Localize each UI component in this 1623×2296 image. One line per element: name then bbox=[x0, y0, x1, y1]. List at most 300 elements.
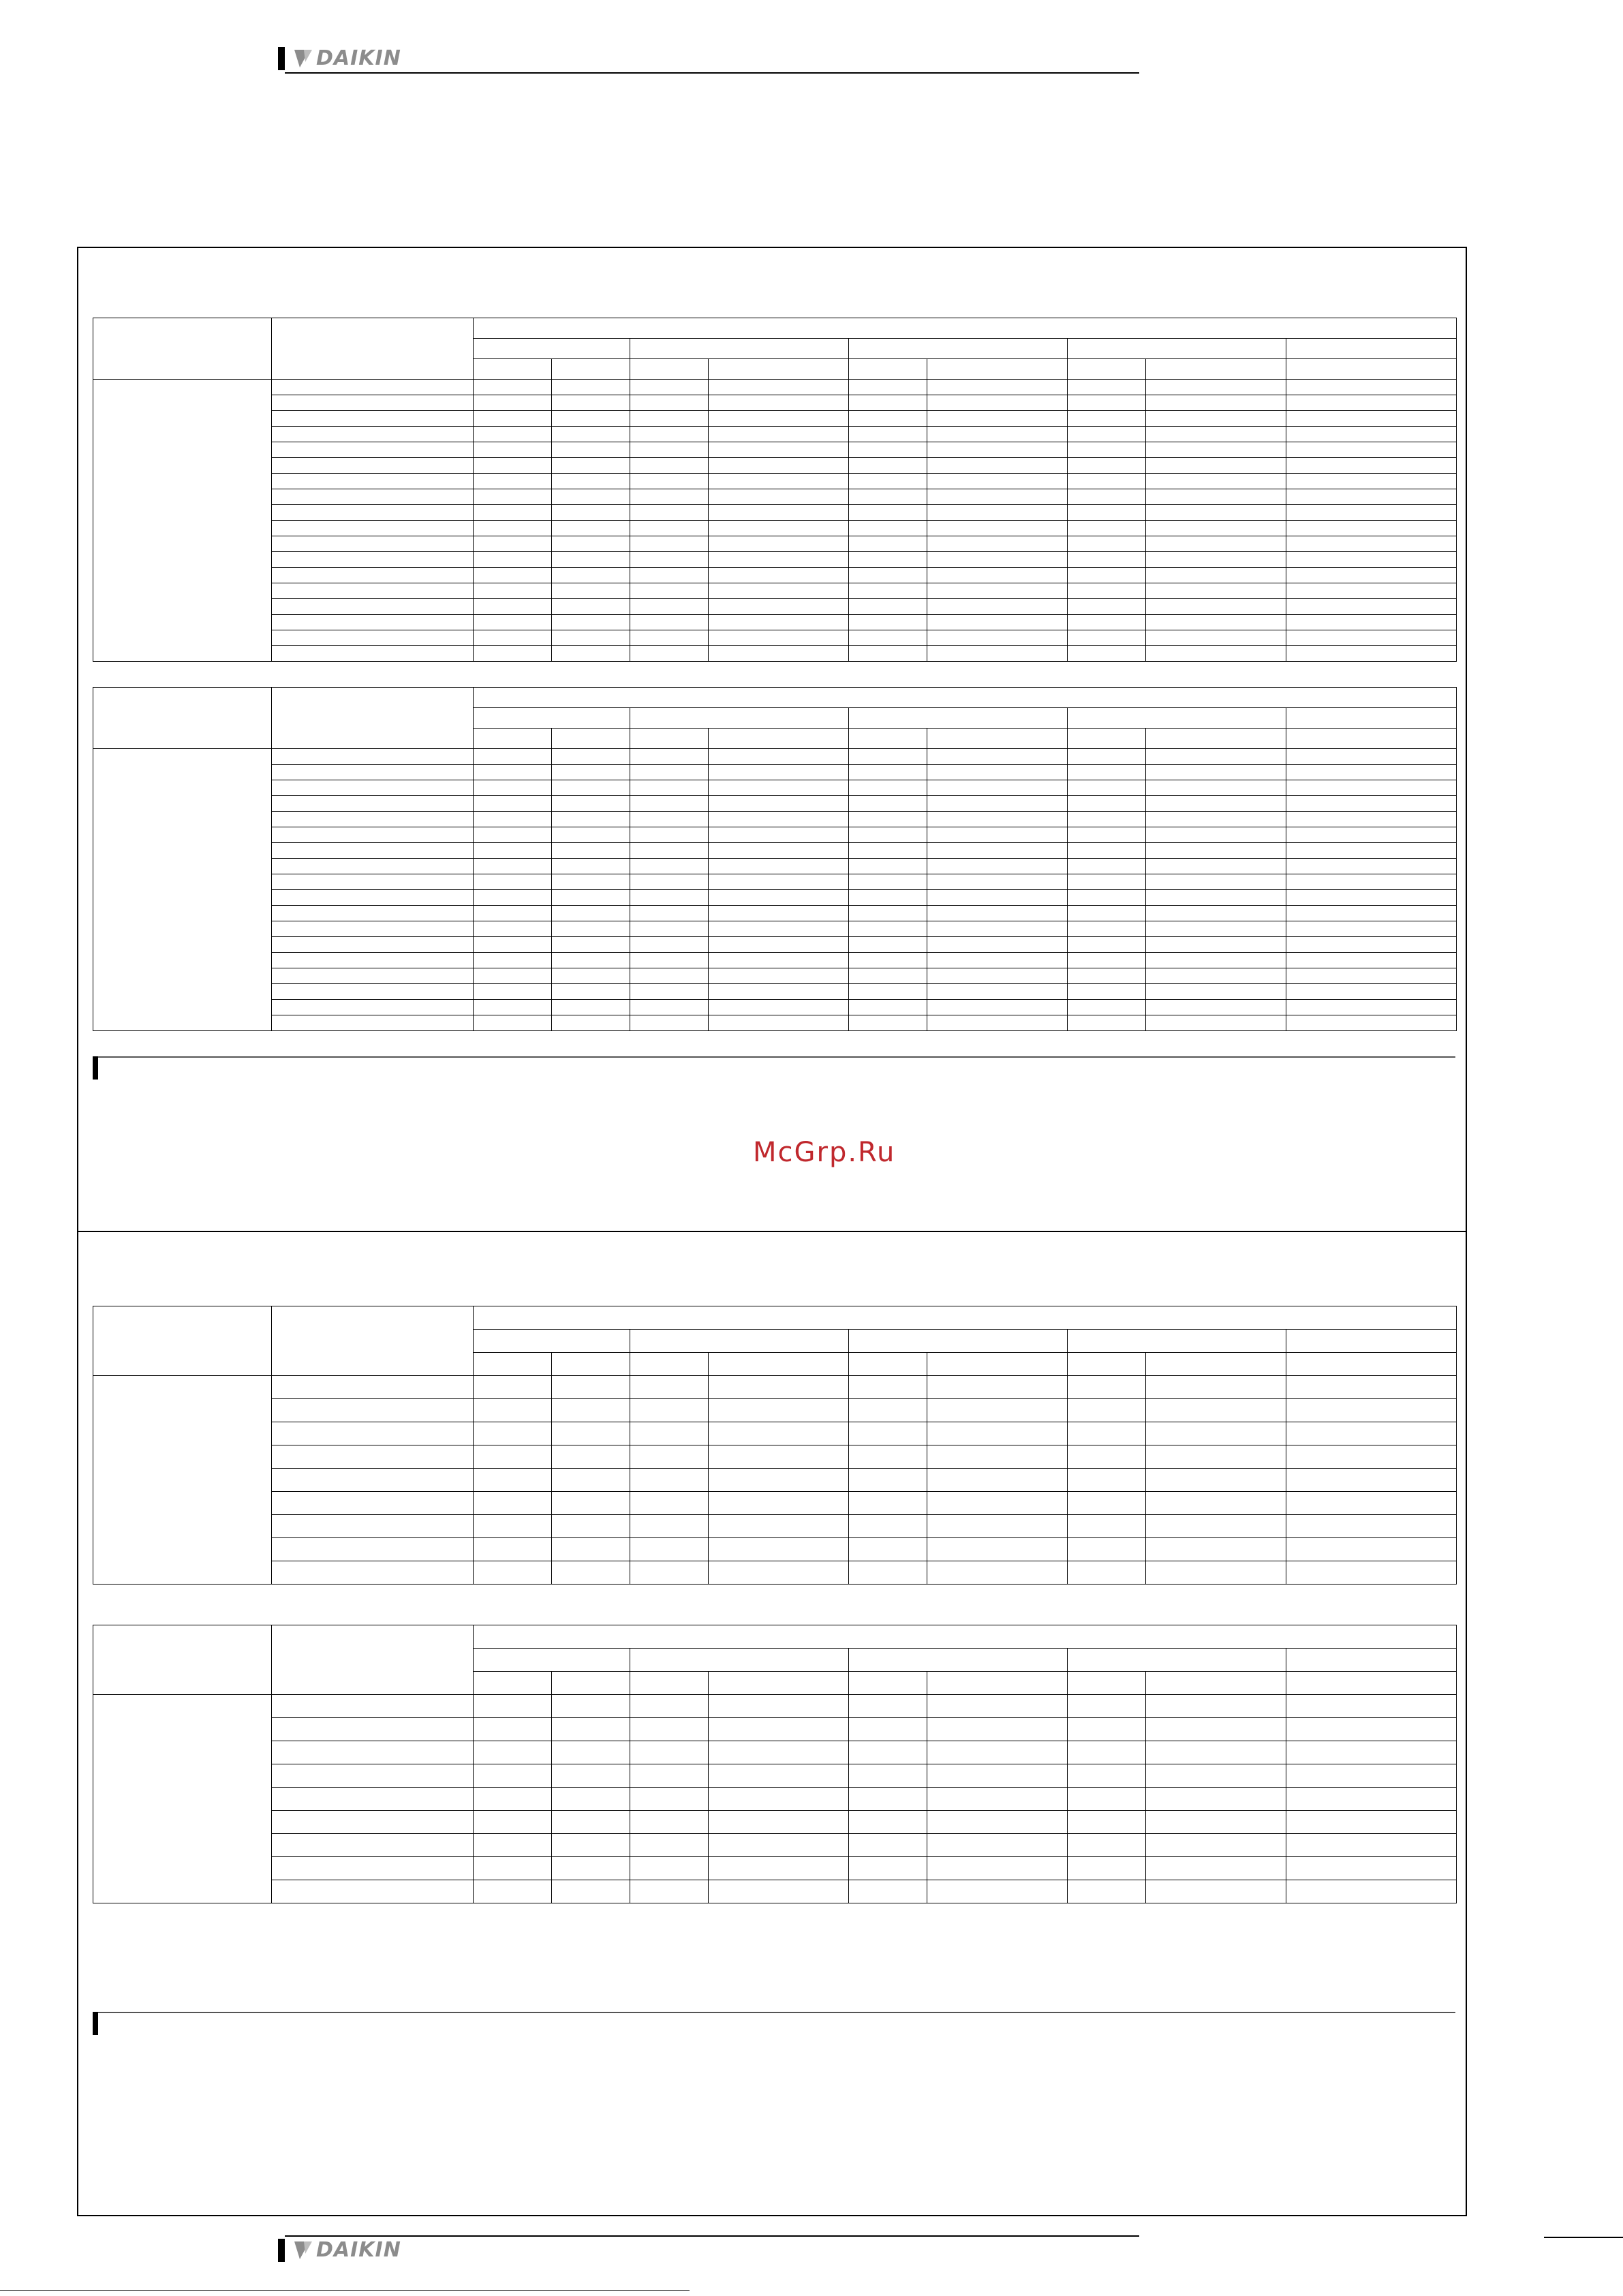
table-cell bbox=[1068, 536, 1146, 552]
table-cell bbox=[630, 630, 709, 646]
table-cell bbox=[709, 1857, 849, 1880]
table-cell bbox=[927, 630, 1068, 646]
table-cell bbox=[1286, 827, 1457, 843]
page-number-rule bbox=[1544, 2237, 1623, 2238]
table-cell bbox=[927, 1492, 1068, 1515]
table-cell bbox=[1146, 411, 1286, 427]
table-cell bbox=[1286, 380, 1457, 395]
table-cell bbox=[630, 1764, 709, 1788]
table-cell bbox=[709, 984, 849, 1000]
table-cell bbox=[474, 1538, 552, 1561]
table-cell bbox=[552, 968, 630, 984]
header-cell bbox=[1286, 1672, 1457, 1695]
table-cell bbox=[1286, 1834, 1457, 1857]
table-cell bbox=[474, 921, 552, 937]
grid-table bbox=[93, 1306, 1457, 1585]
table-cell bbox=[474, 552, 552, 568]
table-cell bbox=[927, 1000, 1068, 1015]
header-rule bbox=[285, 72, 1139, 74]
table-cell bbox=[630, 583, 709, 599]
table-cell bbox=[272, 1880, 474, 1903]
table-cell bbox=[1068, 458, 1146, 474]
row-group-cell bbox=[93, 380, 272, 662]
table-cell bbox=[552, 615, 630, 630]
grid-table bbox=[93, 687, 1457, 1031]
table-cell bbox=[1146, 395, 1286, 411]
table-cell bbox=[709, 380, 849, 395]
table-cell bbox=[709, 937, 849, 953]
table-cell bbox=[1286, 1000, 1457, 1015]
table-cell bbox=[272, 1422, 474, 1445]
table-cell bbox=[474, 583, 552, 599]
table-cell bbox=[849, 583, 927, 599]
table-cell bbox=[1068, 1811, 1146, 1834]
table-cell bbox=[552, 1764, 630, 1788]
table-cell bbox=[474, 630, 552, 646]
table-cell bbox=[630, 1538, 709, 1561]
header-cell bbox=[1146, 1672, 1286, 1695]
table-cell bbox=[1146, 968, 1286, 984]
table-cell bbox=[1068, 1515, 1146, 1538]
header-cell bbox=[927, 1353, 1068, 1376]
table-cell bbox=[1146, 765, 1286, 780]
table-row bbox=[93, 953, 1457, 968]
table-cell bbox=[1068, 1718, 1146, 1741]
table-cell bbox=[474, 474, 552, 489]
table-cell bbox=[552, 921, 630, 937]
table-cell bbox=[709, 1000, 849, 1015]
table-row bbox=[93, 552, 1457, 568]
table-4 bbox=[93, 1625, 1457, 1903]
table-cell bbox=[1068, 1764, 1146, 1788]
header-cell bbox=[849, 359, 927, 380]
table-cell bbox=[927, 843, 1068, 859]
table-cell bbox=[849, 1422, 927, 1445]
table-cell bbox=[552, 646, 630, 662]
table-cell bbox=[1068, 1561, 1146, 1585]
table-cell bbox=[1146, 843, 1286, 859]
table-row bbox=[93, 1445, 1457, 1469]
table-cell bbox=[927, 1811, 1068, 1834]
table-cell bbox=[1068, 1445, 1146, 1469]
table-cell bbox=[552, 630, 630, 646]
table-cell bbox=[849, 953, 927, 968]
table-cell bbox=[272, 583, 474, 599]
header-cell bbox=[1068, 1353, 1146, 1376]
header-cell bbox=[1068, 1672, 1146, 1695]
table-cell bbox=[272, 474, 474, 489]
table-cell bbox=[552, 1492, 630, 1515]
table-row bbox=[93, 1811, 1457, 1834]
table-cell bbox=[849, 411, 927, 427]
table-cell bbox=[849, 1015, 927, 1031]
table-row bbox=[93, 380, 1457, 395]
table-cell bbox=[474, 458, 552, 474]
table-cell bbox=[1286, 1515, 1457, 1538]
header-cell bbox=[709, 359, 849, 380]
table-cell bbox=[1146, 984, 1286, 1000]
table-cell bbox=[849, 796, 927, 812]
table-cell bbox=[849, 521, 927, 536]
table-cell bbox=[474, 968, 552, 984]
table-cell bbox=[1146, 780, 1286, 796]
table-cell bbox=[849, 1834, 927, 1857]
table-cell bbox=[552, 1376, 630, 1399]
table-row bbox=[93, 474, 1457, 489]
table-cell bbox=[272, 874, 474, 890]
table-cell bbox=[709, 968, 849, 984]
table-row bbox=[93, 765, 1457, 780]
table-cell bbox=[1068, 749, 1146, 765]
table-cell bbox=[709, 843, 849, 859]
table-cell bbox=[709, 552, 849, 568]
table-cell bbox=[272, 859, 474, 874]
table-cell bbox=[630, 796, 709, 812]
table-cell bbox=[1286, 489, 1457, 505]
table-cell bbox=[927, 1515, 1068, 1538]
table-cell bbox=[1286, 1015, 1457, 1031]
table-cell bbox=[1068, 1469, 1146, 1492]
table-cell bbox=[1068, 984, 1146, 1000]
table-row bbox=[93, 568, 1457, 583]
header-row bbox=[93, 1306, 1457, 1330]
table-cell bbox=[630, 395, 709, 411]
table-cell bbox=[1286, 890, 1457, 906]
table-cell bbox=[272, 749, 474, 765]
table-cell bbox=[552, 765, 630, 780]
table-cell bbox=[1146, 1857, 1286, 1880]
table-cell bbox=[709, 827, 849, 843]
table-cell bbox=[552, 1015, 630, 1031]
table-cell bbox=[474, 1000, 552, 1015]
table-cell bbox=[709, 646, 849, 662]
table-cell bbox=[1068, 489, 1146, 505]
table-cell bbox=[552, 1811, 630, 1834]
header-cell bbox=[474, 1649, 630, 1672]
section-rule-1 bbox=[93, 1056, 1455, 1058]
header-cell bbox=[1068, 339, 1286, 359]
table-cell bbox=[1286, 1538, 1457, 1561]
table-cell bbox=[552, 474, 630, 489]
table-cell bbox=[1146, 953, 1286, 968]
table-cell bbox=[552, 906, 630, 921]
table-cell bbox=[630, 615, 709, 630]
table-cell bbox=[1286, 1857, 1457, 1880]
table-cell bbox=[1146, 474, 1286, 489]
table-cell bbox=[630, 1718, 709, 1741]
header-cell bbox=[630, 339, 849, 359]
table-cell bbox=[849, 890, 927, 906]
table-cell bbox=[474, 1376, 552, 1399]
table-cell bbox=[849, 906, 927, 921]
table-cell bbox=[630, 380, 709, 395]
table-row bbox=[93, 1538, 1457, 1561]
table-cell bbox=[474, 1015, 552, 1031]
header-cell bbox=[474, 729, 552, 749]
table-cell bbox=[1146, 1445, 1286, 1469]
watermark-text: McGrp.Ru bbox=[753, 1137, 896, 1168]
table-cell bbox=[1286, 1445, 1457, 1469]
table-cell bbox=[849, 427, 927, 442]
table-cell bbox=[630, 411, 709, 427]
table-cell bbox=[474, 937, 552, 953]
table-cell bbox=[849, 1561, 927, 1585]
table-cell bbox=[474, 568, 552, 583]
table-cell bbox=[849, 1445, 927, 1469]
table-cell bbox=[1068, 796, 1146, 812]
table-cell bbox=[849, 458, 927, 474]
table-cell bbox=[1146, 812, 1286, 827]
table-cell bbox=[630, 843, 709, 859]
table-cell bbox=[709, 1376, 849, 1399]
table-cell bbox=[1286, 1811, 1457, 1834]
table-cell bbox=[474, 1857, 552, 1880]
table-cell bbox=[849, 1788, 927, 1811]
header-cell bbox=[927, 359, 1068, 380]
table-cell bbox=[630, 1399, 709, 1422]
table-row bbox=[93, 749, 1457, 765]
table-cell bbox=[474, 827, 552, 843]
row-group-cell bbox=[93, 1376, 272, 1585]
table-cell bbox=[552, 411, 630, 427]
table-cell bbox=[849, 1376, 927, 1399]
table-cell bbox=[552, 984, 630, 1000]
header-cell bbox=[1146, 729, 1286, 749]
table-cell bbox=[849, 1857, 927, 1880]
table-cell bbox=[272, 536, 474, 552]
table-cell bbox=[552, 827, 630, 843]
table-cell bbox=[1146, 1469, 1286, 1492]
table-cell bbox=[709, 796, 849, 812]
table-cell bbox=[272, 568, 474, 583]
table-cell bbox=[927, 1445, 1068, 1469]
table-cell bbox=[927, 874, 1068, 890]
table-cell bbox=[474, 1515, 552, 1538]
table-row bbox=[93, 843, 1457, 859]
table-cell bbox=[1068, 827, 1146, 843]
table-cell bbox=[927, 1469, 1068, 1492]
table-cell bbox=[272, 1469, 474, 1492]
table-cell bbox=[552, 812, 630, 827]
table-cell bbox=[1146, 1741, 1286, 1764]
header-cell bbox=[1068, 729, 1146, 749]
header-cell bbox=[1068, 1649, 1286, 1672]
table-row bbox=[93, 1376, 1457, 1399]
table-cell bbox=[474, 1788, 552, 1811]
table-cell bbox=[272, 395, 474, 411]
header-cell bbox=[849, 339, 1068, 359]
table-cell bbox=[1146, 1422, 1286, 1445]
table-cell bbox=[1068, 780, 1146, 796]
table-cell bbox=[927, 859, 1068, 874]
table-cell bbox=[272, 937, 474, 953]
table-cell bbox=[474, 1741, 552, 1764]
table-cell bbox=[1146, 1399, 1286, 1422]
table-cell bbox=[474, 812, 552, 827]
table-cell bbox=[474, 780, 552, 796]
table-cell bbox=[1286, 1561, 1457, 1585]
table-cell bbox=[849, 536, 927, 552]
table-cell bbox=[1286, 1422, 1457, 1445]
table-row bbox=[93, 615, 1457, 630]
table-cell bbox=[1286, 583, 1457, 599]
table-cell bbox=[927, 458, 1068, 474]
table-cell bbox=[849, 1695, 927, 1718]
table-cell bbox=[630, 968, 709, 984]
table-cell bbox=[849, 1880, 927, 1903]
table-cell bbox=[630, 765, 709, 780]
table-cell bbox=[1068, 615, 1146, 630]
table-cell bbox=[552, 489, 630, 505]
table-cell bbox=[1286, 458, 1457, 474]
table-cell bbox=[927, 827, 1068, 843]
table-cell bbox=[272, 1695, 474, 1718]
table-row bbox=[93, 1561, 1457, 1585]
table-cell bbox=[474, 442, 552, 458]
table-cell bbox=[630, 780, 709, 796]
table-cell bbox=[552, 380, 630, 395]
table-cell bbox=[630, 1445, 709, 1469]
header-cell bbox=[474, 318, 1457, 339]
table-cell bbox=[474, 1811, 552, 1834]
table-cell bbox=[272, 552, 474, 568]
table-cell bbox=[709, 395, 849, 411]
header-cell bbox=[1146, 359, 1286, 380]
table-row bbox=[93, 1469, 1457, 1492]
table-row bbox=[93, 630, 1457, 646]
table-cell bbox=[552, 1857, 630, 1880]
section-marker-1 bbox=[93, 1056, 98, 1080]
table-cell bbox=[709, 780, 849, 796]
table-cell bbox=[1286, 521, 1457, 536]
table-row bbox=[93, 827, 1457, 843]
table-cell bbox=[927, 380, 1068, 395]
table-cell bbox=[927, 1741, 1068, 1764]
table-cell bbox=[630, 568, 709, 583]
table-cell bbox=[1286, 906, 1457, 921]
section-rule-2 bbox=[93, 2012, 1455, 2013]
table-cell bbox=[474, 1764, 552, 1788]
table-cell bbox=[709, 474, 849, 489]
header-cell bbox=[93, 1625, 272, 1695]
table-cell bbox=[552, 1741, 630, 1764]
table-cell bbox=[1068, 1880, 1146, 1903]
header-logo bbox=[278, 46, 401, 70]
table-cell bbox=[1068, 812, 1146, 827]
table-row bbox=[93, 812, 1457, 827]
table-cell bbox=[630, 1788, 709, 1811]
table-cell bbox=[1068, 1788, 1146, 1811]
table-cell bbox=[1146, 442, 1286, 458]
table-cell bbox=[927, 1834, 1068, 1857]
table-cell bbox=[927, 1718, 1068, 1741]
table-cell bbox=[1146, 1376, 1286, 1399]
table-cell bbox=[927, 953, 1068, 968]
header-cell bbox=[630, 359, 709, 380]
table-cell bbox=[630, 1469, 709, 1492]
table-row bbox=[93, 890, 1457, 906]
header-cell bbox=[1146, 1353, 1286, 1376]
header-cell bbox=[474, 1353, 552, 1376]
table-cell bbox=[1286, 646, 1457, 662]
table-cell bbox=[1146, 427, 1286, 442]
header-cell bbox=[552, 359, 630, 380]
table-cell bbox=[849, 395, 927, 411]
table-cell bbox=[849, 1515, 927, 1538]
table-cell bbox=[927, 937, 1068, 953]
daikin-mark-icon bbox=[294, 48, 312, 69]
table-cell bbox=[1068, 583, 1146, 599]
header-cell bbox=[93, 318, 272, 380]
table-cell bbox=[272, 1515, 474, 1538]
table-cell bbox=[1146, 1695, 1286, 1718]
table-cell bbox=[849, 615, 927, 630]
table-cell bbox=[709, 583, 849, 599]
table-cell bbox=[709, 812, 849, 827]
table-row bbox=[93, 395, 1457, 411]
header-cell bbox=[927, 729, 1068, 749]
table-cell bbox=[709, 1718, 849, 1741]
table-cell bbox=[630, 812, 709, 827]
table-cell bbox=[1068, 630, 1146, 646]
table-cell bbox=[849, 812, 927, 827]
table-cell bbox=[630, 1000, 709, 1015]
table-cell bbox=[272, 1741, 474, 1764]
table-cell bbox=[552, 1469, 630, 1492]
table-cell bbox=[1068, 474, 1146, 489]
table-cell bbox=[849, 843, 927, 859]
table-cell bbox=[272, 765, 474, 780]
table-cell bbox=[474, 489, 552, 505]
table-cell bbox=[272, 1000, 474, 1015]
header-cell bbox=[552, 1672, 630, 1695]
table-cell bbox=[630, 552, 709, 568]
table-cell bbox=[272, 984, 474, 1000]
table-cell bbox=[1068, 937, 1146, 953]
table-cell bbox=[709, 1695, 849, 1718]
table-cell bbox=[1146, 583, 1286, 599]
header-cell bbox=[474, 1672, 552, 1695]
table-cell bbox=[630, 1857, 709, 1880]
table-cell bbox=[552, 1834, 630, 1857]
table-cell bbox=[630, 859, 709, 874]
table-cell bbox=[1068, 921, 1146, 937]
table-cell bbox=[849, 874, 927, 890]
table-cell bbox=[849, 646, 927, 662]
table-cell bbox=[849, 765, 927, 780]
header-cell bbox=[709, 729, 849, 749]
table-row bbox=[93, 489, 1457, 505]
header-cell bbox=[474, 1330, 630, 1353]
table-cell bbox=[1286, 812, 1457, 827]
table-cell bbox=[474, 859, 552, 874]
table-cell bbox=[272, 1788, 474, 1811]
header-cell bbox=[1286, 1353, 1457, 1376]
table-cell bbox=[552, 1695, 630, 1718]
table-cell bbox=[849, 474, 927, 489]
table-cell bbox=[272, 1538, 474, 1561]
table-cell bbox=[709, 427, 849, 442]
table-cell bbox=[552, 843, 630, 859]
table-cell bbox=[272, 505, 474, 521]
table-cell bbox=[1068, 1000, 1146, 1015]
table-cell bbox=[709, 953, 849, 968]
table-cell bbox=[1146, 630, 1286, 646]
table-cell bbox=[552, 1880, 630, 1903]
table-cell bbox=[474, 1561, 552, 1585]
header-cell bbox=[630, 1353, 709, 1376]
table-cell bbox=[552, 1561, 630, 1585]
